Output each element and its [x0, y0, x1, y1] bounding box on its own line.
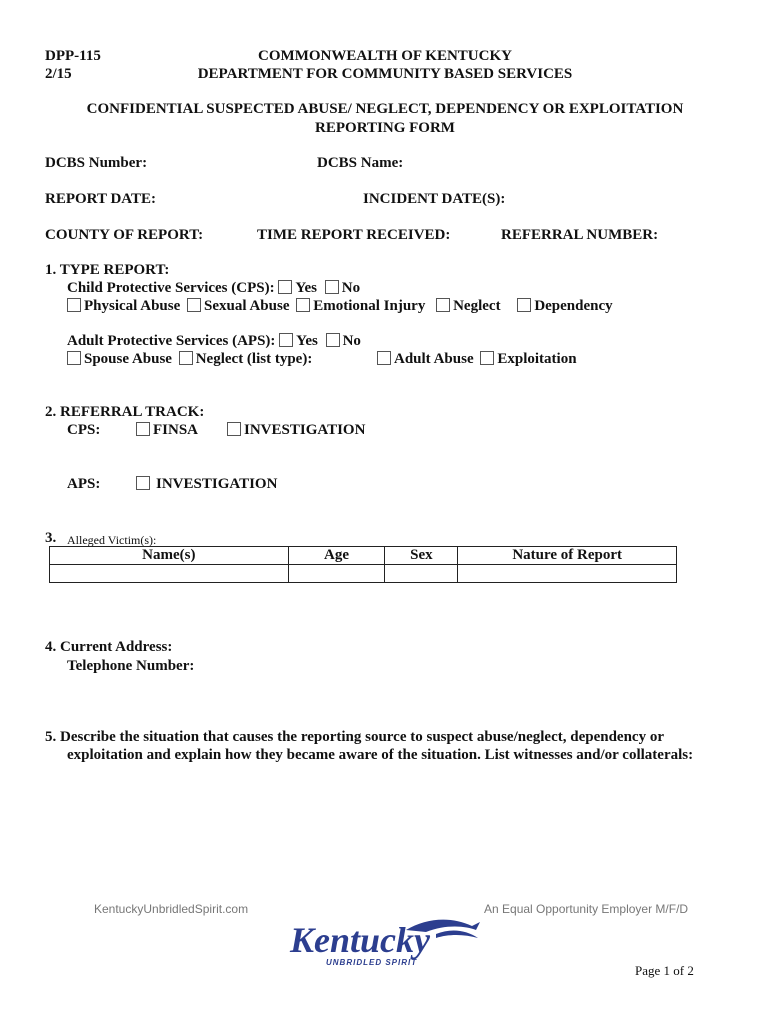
- cps-no-checkbox[interactable]: [325, 280, 339, 294]
- time-received-label: TIME REPORT RECEIVED:: [257, 227, 451, 243]
- victim-sex-cell[interactable]: [385, 565, 458, 583]
- cps-investigation-label: INVESTIGATION: [244, 422, 366, 438]
- cps-options-row: [67, 298, 613, 315]
- physical-abuse-label: Physical Abuse: [84, 298, 181, 314]
- aps-no-label: No: [342, 333, 361, 349]
- report-date-label: REPORT DATE:: [45, 191, 157, 207]
- finsa-label: FINSA: [153, 422, 199, 438]
- horse-mane-icon: [436, 931, 478, 938]
- form-code: DPP-115: [45, 48, 101, 64]
- cps-investigation-checkbox[interactable]: [227, 422, 241, 436]
- cps-no-label: No: [341, 280, 361, 296]
- physical-abuse-checkbox[interactable]: [67, 298, 81, 312]
- cps-label: Child Protective Services (CPS):: [67, 280, 275, 296]
- emotional-injury-label: Emotional Injury: [313, 298, 426, 314]
- cps-yes-checkbox[interactable]: [278, 280, 292, 294]
- incident-dates-label: INCIDENT DATE(S):: [363, 191, 506, 207]
- logo-tagline: UNBRIDLED SPIRIT: [326, 958, 418, 967]
- aps-no-checkbox[interactable]: [326, 333, 340, 347]
- aps-row: [67, 333, 361, 350]
- dcbs-name-label: DCBS Name:: [317, 155, 404, 171]
- aps-yes-checkbox[interactable]: [279, 333, 293, 347]
- victim-name-cell[interactable]: [50, 565, 289, 583]
- aps-investigation-label: INVESTIGATION: [156, 476, 278, 492]
- alleged-victims-label: Alleged Victim(s):: [67, 533, 157, 547]
- footer-website: KentuckyUnbridledSpirit.com: [94, 902, 249, 916]
- org-line-2: DEPARTMENT FOR COMMUNITY BASED SERVICES: [197, 66, 573, 82]
- cps-yes-label: Yes: [295, 280, 318, 296]
- exploitation-label: Exploitation: [497, 351, 577, 367]
- cps-neglect-checkbox[interactable]: [436, 298, 450, 312]
- table-row: [50, 565, 677, 583]
- cps-row: [67, 280, 360, 297]
- logo-word: Kentucky: [290, 920, 430, 960]
- aps-investigation-checkbox[interactable]: [136, 476, 150, 490]
- section5-line-2: exploitation and explain how they became aware of the situation. List witnesses and/or collaterals:: [67, 747, 694, 763]
- form-title-line-2: REPORTING FORM: [315, 120, 455, 136]
- aps-neglect-checkbox[interactable]: [179, 351, 193, 365]
- aps-options-row-a: [67, 351, 312, 368]
- dcbs-number-label: DCBS Number:: [45, 155, 148, 171]
- col-nature: Nature of Report: [458, 547, 677, 565]
- county-label: COUNTY OF REPORT:: [45, 227, 204, 243]
- org-line-1: COMMONWEALTH OF KENTUCKY: [258, 48, 512, 64]
- telephone-label: Telephone Number:: [67, 658, 195, 674]
- col-names: Name(s): [50, 547, 289, 565]
- referral-number-label: REFERRAL NUMBER:: [501, 227, 659, 243]
- kentucky-logo-graphic: [286, 912, 486, 968]
- col-sex: Sex: [385, 547, 458, 565]
- dependency-label: Dependency: [534, 298, 613, 314]
- adult-abuse-checkbox[interactable]: [377, 351, 391, 365]
- cps-neglect-label: Neglect: [453, 298, 501, 314]
- kentucky-logo: [286, 912, 486, 968]
- dependency-checkbox[interactable]: [517, 298, 531, 312]
- page-number: Page 1 of 2: [635, 963, 694, 978]
- aps-label: Adult Protective Services (APS):: [67, 333, 276, 349]
- spouse-abuse-checkbox[interactable]: [67, 351, 81, 365]
- section3-number: 3.: [45, 530, 57, 546]
- section2-heading: 2. REFERRAL TRACK:: [45, 404, 205, 420]
- form-date: 2/15: [45, 66, 72, 82]
- finsa-checkbox[interactable]: [136, 422, 150, 436]
- aps-neglect-label: Neglect (list type):: [195, 351, 313, 367]
- exploitation-checkbox[interactable]: [480, 351, 494, 365]
- victims-header-row: [50, 547, 677, 565]
- finsa-option: [136, 422, 198, 439]
- section5-line-1: 5. Describe the situation that causes the reporting source to suspect abuse/neglect, dependency or: [45, 729, 664, 745]
- referral-aps-label: APS:: [67, 476, 101, 492]
- victims-table: [49, 546, 677, 583]
- form-title-line-1: CONFIDENTIAL SUSPECTED ABUSE/ NEGLECT, DEPENDENCY OR EXPLOITATION: [86, 101, 684, 117]
- footer-employer: An Equal Opportunity Employer M/F/D: [484, 902, 689, 916]
- sexual-abuse-checkbox[interactable]: [187, 298, 201, 312]
- aps-yes-label: Yes: [296, 333, 318, 349]
- aps-options-row-b: [377, 351, 577, 368]
- sexual-abuse-label: Sexual Abuse: [204, 298, 290, 314]
- victim-nature-cell[interactable]: [458, 565, 677, 583]
- col-age: Age: [288, 547, 385, 565]
- adult-abuse-label: Adult Abuse: [394, 351, 474, 367]
- cps-investigation-option: [227, 422, 365, 439]
- section1-heading: 1. TYPE REPORT:: [45, 262, 170, 278]
- spouse-abuse-label: Spouse Abuse: [84, 351, 172, 367]
- aps-investigation-option: [136, 476, 277, 493]
- victim-age-cell[interactable]: [288, 565, 385, 583]
- referral-cps-label: CPS:: [67, 422, 101, 438]
- emotional-injury-checkbox[interactable]: [296, 298, 310, 312]
- section4-heading: 4. Current Address:: [45, 639, 173, 655]
